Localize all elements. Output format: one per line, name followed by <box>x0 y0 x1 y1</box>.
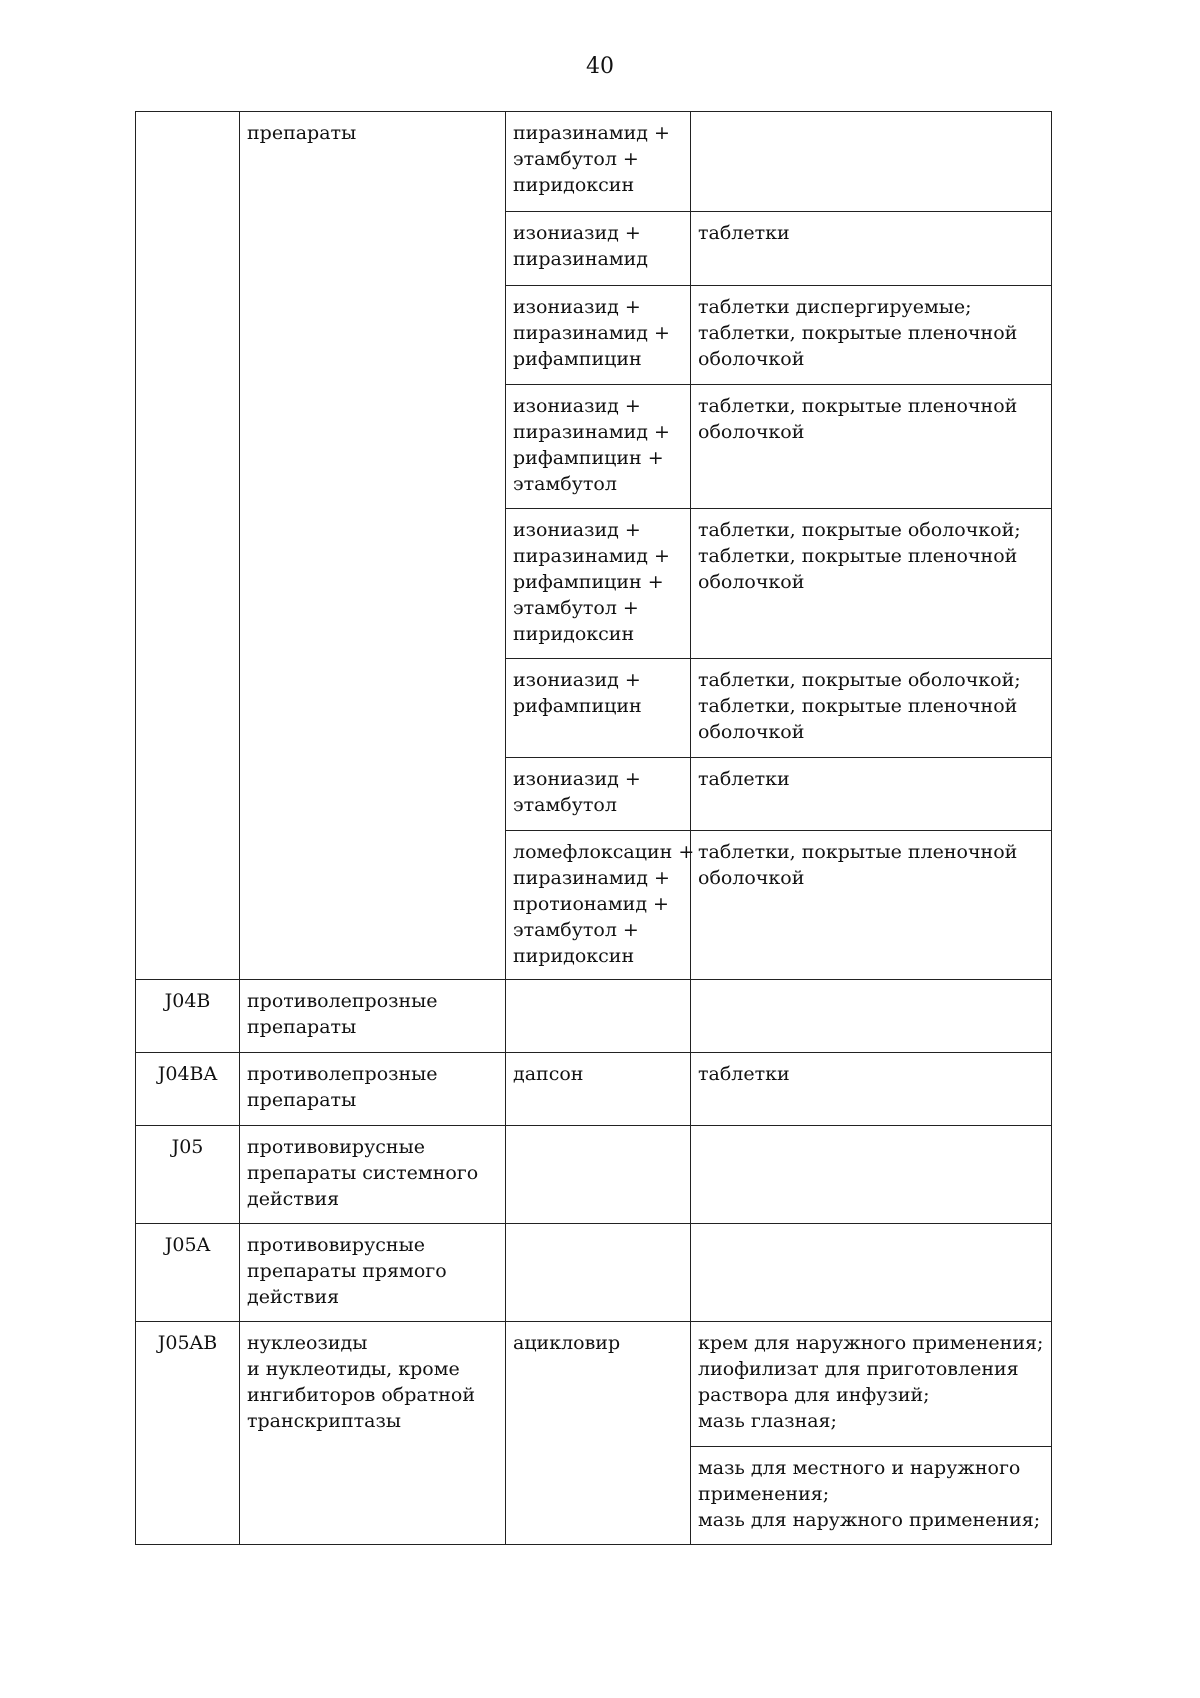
atc-code-cell <box>136 112 240 980</box>
form-cell: таблетки, покрытые оболочкой; таблетки, покрытые пленочной оболочкой <box>691 659 1052 758</box>
form-cell: таблетки, покрытые оболочкой; таблетки, покрытые пленочной оболочкой <box>691 509 1052 659</box>
atc-code-cell: J04B <box>136 980 240 1053</box>
form-cell: таблетки диспергируемые; таблетки, покрытые пленочной оболочкой <box>691 286 1052 385</box>
drug-cell: дапсон <box>506 1053 691 1126</box>
atc-code-cell: J04BA <box>136 1053 240 1126</box>
group-cell: противовирусные препараты прямого действия <box>240 1224 506 1322</box>
drug-cell <box>506 1126 691 1224</box>
atc-code-cell: J05 <box>136 1126 240 1224</box>
table-row <box>136 112 1052 212</box>
group-cell: нуклеозиды и нуклеотиды, кроме ингибиторов обратной транскриптазы <box>240 1322 506 1545</box>
drug-cell: ацикловир <box>506 1322 691 1545</box>
form-cell <box>691 112 1052 212</box>
drug-cell: изониазид + пиразинамид + рифампицин + этамбутол + пиридоксин <box>506 509 691 659</box>
page-number: 40 <box>586 54 614 79</box>
atc-code-cell: J05AB <box>136 1322 240 1545</box>
form-cell: таблетки <box>691 758 1052 831</box>
drug-cell: ломефлоксацин + пиразинамид + протионамид + этамбутол + пиридоксин <box>506 831 691 980</box>
table-row <box>136 1053 1052 1126</box>
table-row <box>136 1126 1052 1224</box>
form-cell: мазь для местного и наружного применения; мазь для наружного применения; <box>691 1447 1052 1545</box>
form-cell: таблетки <box>691 1053 1052 1126</box>
table-row <box>136 980 1052 1053</box>
group-cell: противолепрозные препараты <box>240 1053 506 1126</box>
drug-cell <box>506 1224 691 1322</box>
drug-cell: изониазид + этамбутол <box>506 758 691 831</box>
group-cell: противовирусные препараты системного действия <box>240 1126 506 1224</box>
drug-table <box>135 111 1052 1545</box>
form-cell: крем для наружного применения; лиофилизат для приготовления раствора для инфузий; мазь глазная; <box>691 1322 1052 1447</box>
form-cell <box>691 1224 1052 1322</box>
drug-cell: изониазид + пиразинамид + рифампицин + этамбутол <box>506 385 691 509</box>
form-cell: таблетки, покрытые пленочной оболочкой <box>691 385 1052 509</box>
drug-cell: изониазид + пиразинамид + рифампицин <box>506 286 691 385</box>
form-cell: таблетки <box>691 212 1052 286</box>
form-cell <box>691 980 1052 1053</box>
form-cell <box>691 1126 1052 1224</box>
group-cell: противолепрозные препараты <box>240 980 506 1053</box>
drug-cell: изониазид + пиразинамид <box>506 212 691 286</box>
form-cell: таблетки, покрытые пленочной оболочкой <box>691 831 1052 980</box>
drug-cell <box>506 980 691 1053</box>
drug-cell: изониазид + рифампицин <box>506 659 691 758</box>
table-row <box>136 1322 1052 1447</box>
atc-code-cell: J05A <box>136 1224 240 1322</box>
table-row <box>136 1224 1052 1322</box>
group-cell: препараты <box>240 112 506 980</box>
drug-cell: пиразинамид + этамбутол + пиридоксин <box>506 112 691 212</box>
